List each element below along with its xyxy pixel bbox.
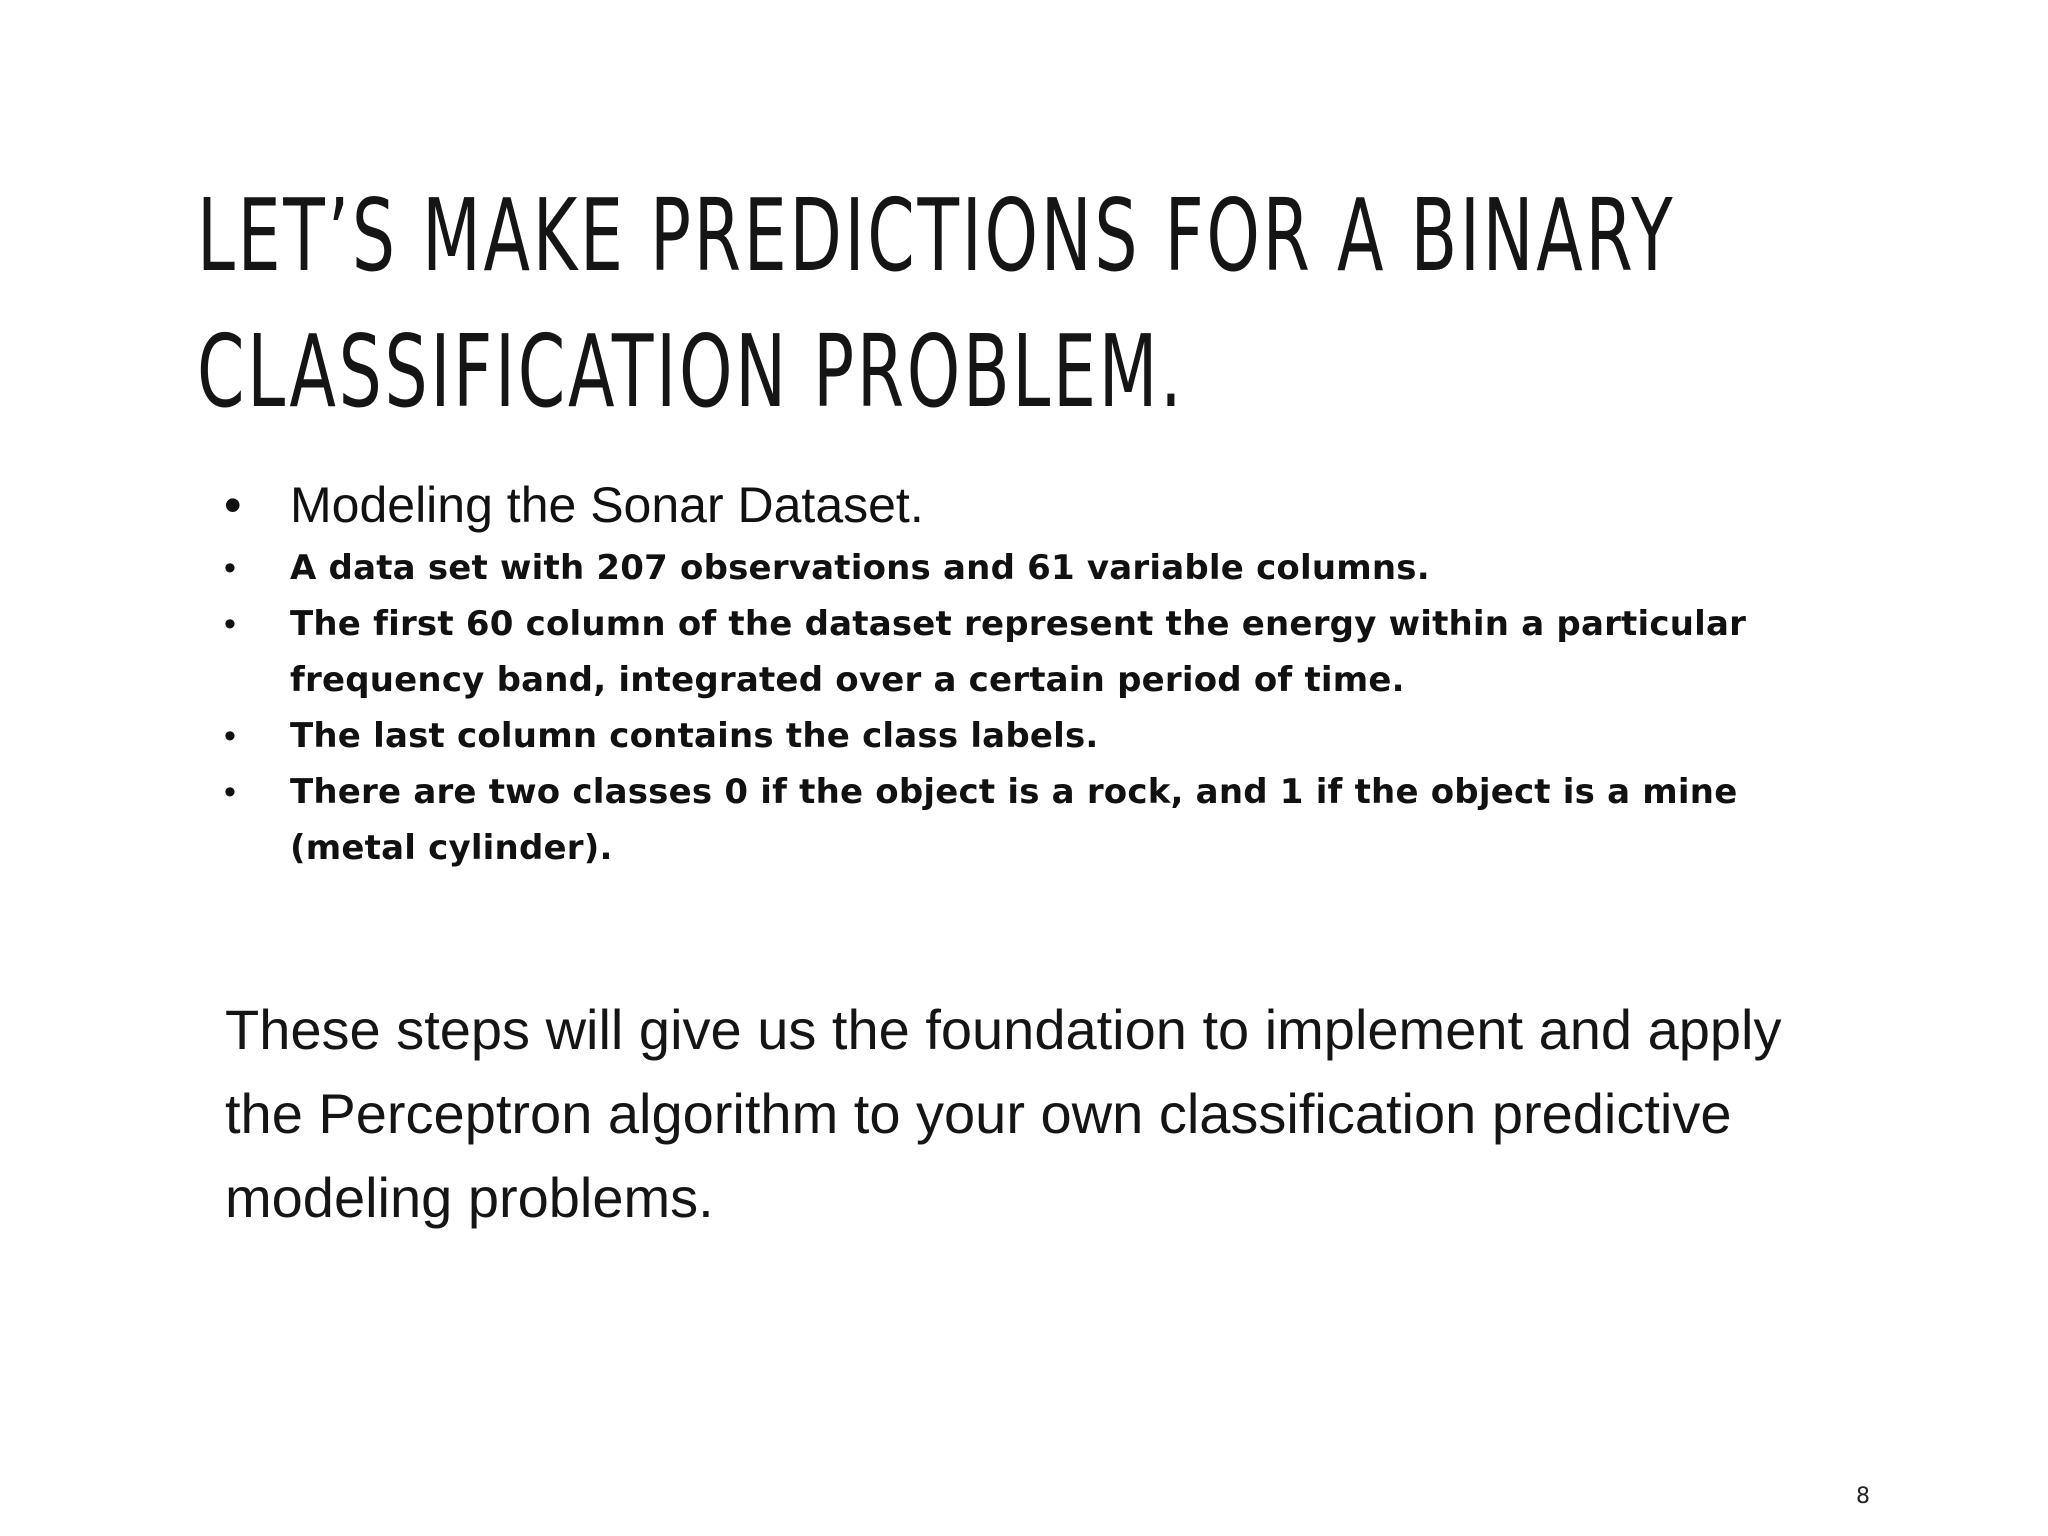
bullet-marker: • (224, 477, 242, 533)
bullet-item (222, 540, 1862, 596)
slide-title-line-1: LET’S MAKE PREDICTIONS FOR A BINARY (197, 177, 1676, 294)
bullet-text: A data set with 207 observations and 61 variable columns. (290, 548, 1430, 588)
summary-paragraph: These steps will give us the foundation to implement and apply the Perceptron algorithm to your own classification predictive modeling problems. (225, 998, 1782, 1229)
bullet-item (222, 472, 1862, 538)
bullet-list (222, 472, 1862, 876)
bullet-item (222, 596, 1862, 708)
slide-title (197, 168, 1676, 440)
bullet-marker: • (224, 549, 237, 587)
bullet-text: The first 60 column of the dataset represent the energy within a particular frequency band, integrated over a certain period of time. (290, 604, 1747, 700)
bullet-text: There are two classes 0 if the object is a rock, and 1 if the object is a mine (metal cylinder). (290, 772, 1738, 868)
slide-title-line-2: CLASSIFICATION PROBLEM. (197, 313, 1185, 430)
bullet-item (222, 708, 1862, 764)
bullet-text: Modeling the Sonar Dataset. (290, 477, 924, 533)
bullet-item (222, 764, 1862, 876)
bullet-marker: • (224, 605, 237, 643)
bullet-text: The last column contains the class labels. (290, 716, 1099, 756)
bullet-marker: • (224, 717, 237, 755)
bullet-marker: • (224, 773, 237, 811)
page-number: 8 (1856, 1484, 1870, 1509)
